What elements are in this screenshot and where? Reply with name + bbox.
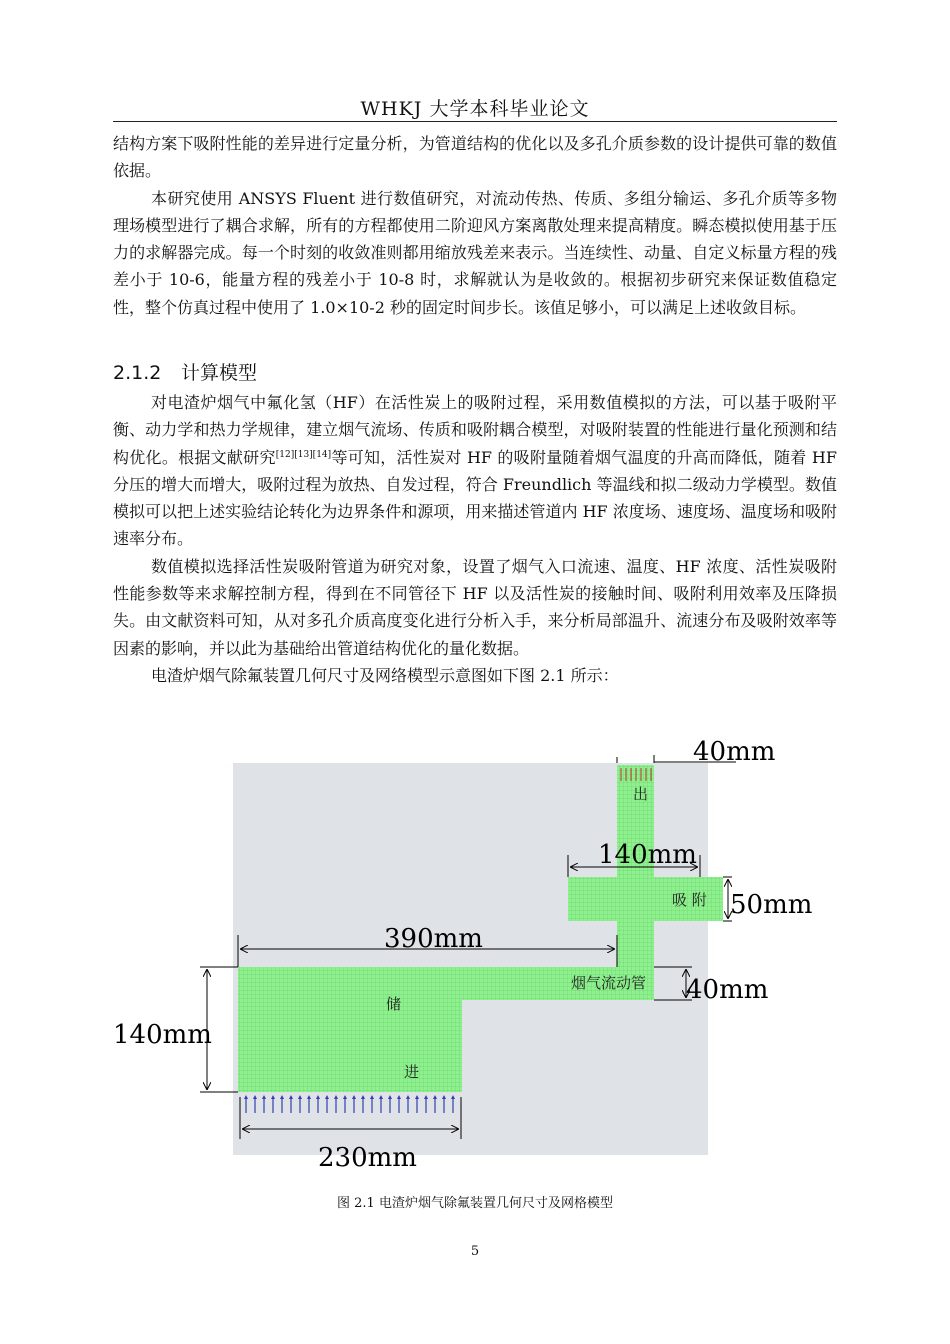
geometry-mesh-figure bbox=[100, 735, 820, 1185]
dim-adsorb-height: 50mm bbox=[730, 890, 813, 920]
paragraph-5: 电渣炉烟气除氟装置几何尺寸及网络模型示意图如下图 2.1 所示： bbox=[151, 665, 619, 685]
dim-flow-length: 390mm bbox=[384, 924, 483, 954]
paragraph-4: 数值模拟选择活性炭吸附管道为研究对象，设置了烟气入口流速、温度、HF 浓度、活性炭吸附性能参数等来求解控制方程，得到在不同管径下 HF 以及活性炭的接触时间、吸附利用效率及压降损失。由文献资料可知，从对多孔介质高度变化进行分析入手，来分析局部温升、流速分布及吸附效率等因素的影响，并以此为基础给出管道结构优化的量化数据。 bbox=[113, 556, 837, 658]
label-adsorb: 吸 附 bbox=[672, 891, 707, 909]
paragraph-2: 本研究使用 ANSYS Fluent 进行数值研究，对流动传热、传质、多组分输运、多孔介质等多物理场模型进行了耦合求解，所有的方程都使用二阶迎风方案离散处理来提高精度。瞬态模拟使用基于压力的求解器完成。每一个时刻的收敛准则都用缩放残差来表示。当连续性、动量、自定义标量方程的残差小于 10-6，能量方程的残差小于 10-8 时，求解就认为是收敛的。根据初步研究来保证数值稳定性，整个仿真过程中使用了 1.0×10-2 秒的固定时间步长。该值足够小，可以满足上述收敛目标。 bbox=[113, 188, 837, 317]
dim-inlet-width: 230mm bbox=[318, 1143, 417, 1173]
label-outlet: 出 bbox=[633, 785, 649, 803]
paragraph-3 bbox=[113, 389, 837, 553]
paragraph-1: 结构方案下吸附性能的差异进行定量分析，为管道结构的优化以及多孔介质参数的设计提供可靠的数值依据。 bbox=[113, 134, 837, 181]
running-header: WHKJ 大学本科毕业论文 bbox=[360, 98, 590, 120]
section-title: 计算模型 bbox=[181, 362, 258, 384]
dim-storage-height: 140mm bbox=[113, 1020, 212, 1050]
section-heading bbox=[113, 358, 257, 385]
label-inlet: 进 bbox=[404, 1063, 420, 1081]
paragraph-3-before: 对电渣炉烟气中氟化氢（HF）在活性炭上的吸附过程，采用数值模拟的方法，可以基于吸附平衡、动力学和热力学规律，建立烟气流场、传质和吸附耦合模型，对吸附装置的性能进行量化预测和结构优化。根据文献研究 bbox=[113, 393, 837, 467]
outlet-arrows bbox=[621, 768, 651, 781]
section-number: 2.1.2 bbox=[113, 362, 162, 384]
page-number: 5 bbox=[470, 1244, 480, 1259]
figure-caption: 图 2.1 电渣炉烟气除氟装置几何尺寸及网格模型 bbox=[337, 1196, 613, 1211]
storage-section-mesh bbox=[238, 967, 462, 1092]
body-block-top bbox=[113, 130, 837, 321]
body-block-bottom bbox=[113, 389, 837, 689]
label-storage: 储 bbox=[386, 995, 402, 1013]
dim-outlet-width: 40mm bbox=[693, 737, 776, 767]
header-rule bbox=[113, 121, 837, 122]
label-flow-pipe: 烟气流动管 bbox=[571, 974, 647, 992]
dim-adsorb-width: 140mm bbox=[598, 840, 697, 870]
paragraph-3-after: 等可知，活性炭对 HF 的吸附量随着烟气温度的升高而降低，随着 HF 分压的增大而增大，吸附过程为放热、自发过程，符合 Freundlich 等温线和拟二级动力学模型。数值模拟可以把上述实验结论转化为边界条件和源项，用来描述管道内 HF 浓度场、速度场、温度场和吸附速率分布。 bbox=[113, 447, 837, 549]
citation: [12][13][14] bbox=[275, 449, 332, 460]
dim-flow-height: 40mm bbox=[686, 975, 769, 1005]
